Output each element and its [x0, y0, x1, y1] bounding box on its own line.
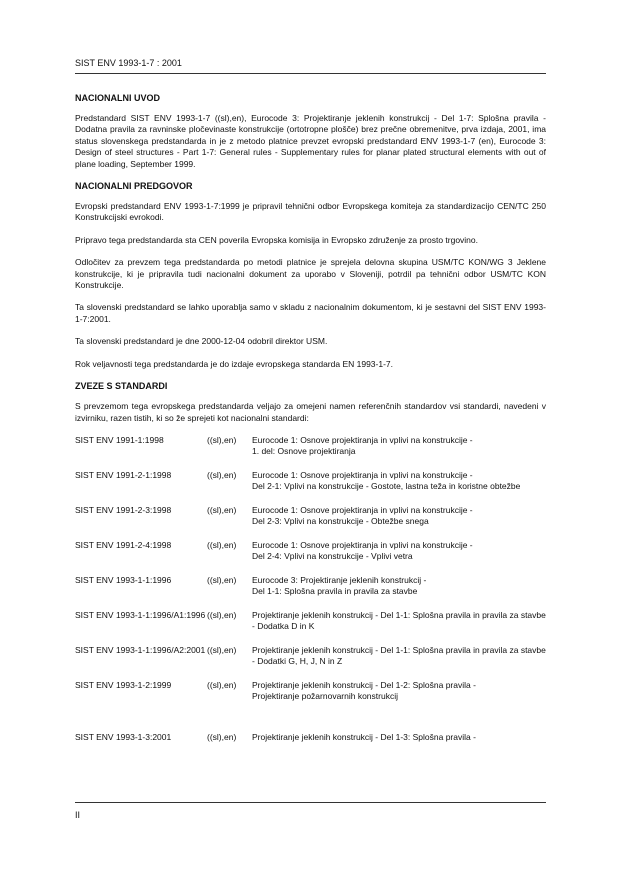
title-line: Del 2-3: Vplivi na konstrukcije - Obtežbe snega: [252, 515, 429, 526]
foreword-paragraph: Odločitev za prevzem tega predstandarda po metodi platnice je sprejela delovna skupina USM/TC KON/WG 3 Jeklene konstrukcije, ki je pripravila tudi nacionalni dokument za uporabo v Sloveniji, potrdil pa tehnični odbor USM/TC KON Konstrukcije.: [75, 257, 546, 291]
standard-title: [252, 645, 546, 680]
standard-language: ((sl),en): [207, 539, 237, 550]
foreword-paragraph: Pripravo tega predstandarda sta CEN poverila Evropska komisija in Evropsko združenje za prosto trgovino.: [75, 234, 479, 245]
title-line: Del 2-4: Vplivi na konstrukcije - Vplivi vetra: [252, 550, 413, 561]
title-line: Eurocode 1: Osnove projektiranja in vplivi na konstrukcije -: [252, 504, 473, 515]
foreword-heading: NACIONALNI PREDGOVOR: [75, 181, 193, 192]
standard-code: SIST ENV 1991-2-1:1998: [75, 469, 172, 480]
standard-language: ((sl),en): [207, 434, 237, 445]
standard-code: SIST ENV 1991-1:1998: [75, 434, 164, 445]
page-content: [75, 93, 546, 743]
table-row: [75, 680, 546, 715]
standard-title: [252, 505, 546, 540]
title-line: Del 2-1: Vplivi na konstrukcije - Gostote, lastna teža in koristne obtežbe: [252, 480, 521, 491]
table-row: [75, 540, 546, 575]
intro-paragraph: Predstandard SIST ENV 1993-1-7 ((sl),en), Eurocode 3: Projektiranje jeklenih konstrukcij - Del 1-7: Splošna pravila - Dodatna pravila za ravninske pločevinaste konstrukcije (ortotropne plošče) brez prečne obremenitve, prva izdaja, 2001, ima status slovenskega predstandarda in je z metodo platnice prevzet evropski predstandard ENV 1993-1-7 (en), Eurocode 3: Design of steel structures - Part 1-7: General rules - Supplementary rules for planar plated structural elements with out of plane loading, September 1999.: [75, 113, 546, 169]
title-line: Eurocode 3: Projektiranje jeklenih konstrukcij -: [252, 574, 427, 585]
title-line: 1. del: Osnove projektiranja: [252, 445, 356, 456]
title-line: Projektiranje jeklenih konstrukcij - Del 1-3: Splošna pravila -: [252, 731, 476, 742]
standard-language: ((sl),en): [207, 731, 237, 742]
standard-title: [252, 435, 546, 470]
document-id: SIST ENV 1993-1-7 : 2001: [75, 58, 182, 68]
standard-code: SIST ENV 1991-2-4:1998: [75, 539, 172, 550]
table-row: [75, 435, 546, 470]
standard-title: [252, 470, 546, 505]
title-line: Eurocode 1: Osnove projektiranja in vplivi na konstrukcije -: [252, 434, 473, 445]
table-row: [75, 505, 546, 540]
standard-title: [252, 575, 546, 610]
footer-divider: [75, 802, 546, 803]
standard-title: [252, 610, 546, 645]
standard-code: SIST ENV 1993-1-2:1999: [75, 679, 172, 690]
table-row: [75, 610, 546, 645]
standard-title: [252, 540, 546, 575]
standard-code: SIST ENV 1993-1-1:1996/A1:1996: [75, 609, 206, 620]
title-line: Eurocode 1: Osnove projektiranja in vplivi na konstrukcije -: [252, 469, 473, 480]
title-line: Projektiranje jeklenih konstrukcij - Del 1-1: Splošna pravila in pravila za stavbe - Dodatka D in K: [252, 609, 546, 631]
foreword-paragraph: Rok veljavnosti tega predstandarda je do izdaje evropskega standarda EN 1993-1-7.: [75, 358, 394, 369]
standard-language: ((sl),en): [207, 504, 237, 515]
standard-title: [252, 715, 546, 743]
standard-code: SIST ENV 1991-2-3:1998: [75, 504, 172, 515]
references-intro: S prevzemom tega evropskega predstandarda veljajo za omejeni namen referenčnih standardov vsi standardi, navedeni v izvirniku, razen tistih, ki so že sprejeti kot nacionalni standardi:: [75, 401, 546, 423]
references-heading: ZVEZE S STANDARDI: [75, 381, 168, 392]
standard-language: ((sl),en): [207, 609, 237, 620]
title-line: Del 1-1: Splošna pravila in pravila za stavbe: [252, 585, 418, 596]
page-number: II: [75, 810, 81, 820]
title-line: Projektiranje požarnovarnih konstrukcij: [252, 690, 398, 701]
intro-heading: NACIONALNI UVOD: [75, 93, 160, 103]
title-line: Projektiranje jeklenih konstrukcij - Del 1-1: Splošna pravila in pravila za stavbe - Dodatki G, H, J, N in Z: [252, 644, 546, 666]
title-line: Projektiranje jeklenih konstrukcij - Del 1-2: Splošna pravila -: [252, 679, 476, 690]
table-row: [75, 575, 546, 610]
standard-language: ((sl),en): [207, 469, 237, 480]
standard-code: SIST ENV 1993-1-1:1996/A2:2001: [75, 644, 206, 655]
standard-language: ((sl),en): [207, 679, 237, 690]
standard-language: ((sl),en): [207, 644, 237, 655]
table-row: [75, 470, 546, 505]
standard-code: SIST ENV 1993-1-1:1996: [75, 574, 172, 585]
title-line: Eurocode 1: Osnove projektiranja in vplivi na konstrukcije -: [252, 539, 473, 550]
foreword-paragraph: Ta slovenski predstandard se lahko uporablja samo v skladu z nacionalnim dokumentom, ki je sestavni del SIST ENV 1993-1-7:2001.: [75, 302, 546, 324]
table-row: [75, 645, 546, 680]
foreword-paragraph: Ta slovenski predstandard je dne 2000-12-04 odobril direktor USM.: [75, 336, 328, 347]
standard-language: ((sl),en): [207, 574, 237, 585]
foreword-paragraph: Evropski predstandard ENV 1993-1-7:1999 je pripravil tehnični odbor Evropskega komiteja za standardizacijo CEN/TC 250 Konstrukcijski evrokodi.: [75, 201, 546, 223]
table-row: [75, 715, 546, 743]
references-table: [75, 435, 546, 743]
standard-code: SIST ENV 1993-1-3:2001: [75, 731, 172, 742]
header-divider: [75, 73, 546, 74]
standard-title: [252, 680, 546, 715]
